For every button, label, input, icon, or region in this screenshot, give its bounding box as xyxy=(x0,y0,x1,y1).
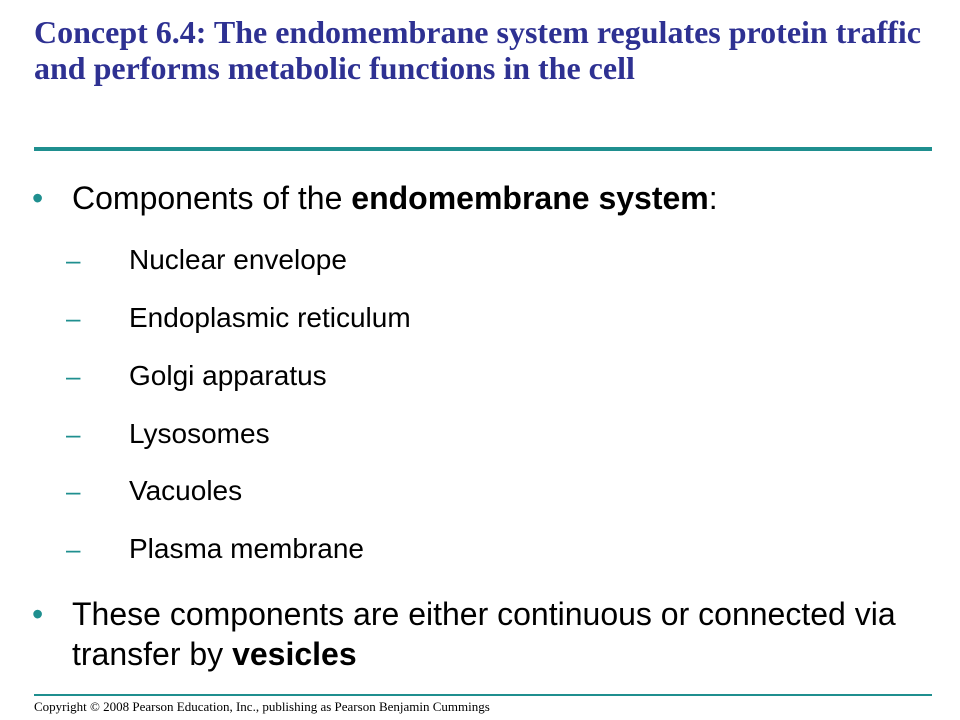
list-item-label: Plasma membrane xyxy=(129,533,364,564)
bullet-marker-2: • xyxy=(32,596,44,632)
slide-title: Concept 6.4: The endomembrane system regulates protein traffic and performs metabolic functions in the cell xyxy=(34,14,921,86)
bullet-text-part: : xyxy=(708,180,718,216)
list-item-label: Lysosomes xyxy=(129,418,270,449)
bullet-text-vesicles xyxy=(72,594,932,674)
bullet-text-components xyxy=(72,178,932,218)
list-item-vacuoles xyxy=(0,471,700,511)
dash-marker: – xyxy=(66,303,81,333)
list-item-label: Vacuoles xyxy=(129,475,243,506)
dash-marker: – xyxy=(66,245,81,275)
list-item-plasma-membrane xyxy=(0,529,700,569)
list-item-lysosomes xyxy=(0,414,700,454)
dash-marker: – xyxy=(66,534,81,564)
list-item-label: Nuclear envelope xyxy=(129,244,347,275)
list-item-endoplasmic-reticulum xyxy=(0,298,700,338)
list-item-golgi-apparatus xyxy=(0,356,700,396)
dash-marker: – xyxy=(66,419,81,449)
list-item-nuclear-envelope xyxy=(0,240,700,280)
footer-divider xyxy=(34,694,932,696)
dash-marker: – xyxy=(66,361,81,391)
bullet-bold-term: vesicles xyxy=(232,636,357,672)
list-item-label: Golgi apparatus xyxy=(129,360,327,391)
title-divider xyxy=(34,147,932,151)
dash-marker: – xyxy=(66,476,81,506)
list-item-label: Endoplasmic reticulum xyxy=(129,302,411,333)
bullet-bold-term: endomembrane system xyxy=(351,180,709,216)
bullet-text-part: Components of the xyxy=(72,180,352,216)
copyright-notice: Copyright © 2008 Pearson Education, Inc., publishing as Pearson Benjamin Cummings xyxy=(34,699,490,714)
bullet-text-part: These components are either continuous or connected via transfer by xyxy=(72,596,896,672)
bullet-marker-1: • xyxy=(32,180,44,216)
